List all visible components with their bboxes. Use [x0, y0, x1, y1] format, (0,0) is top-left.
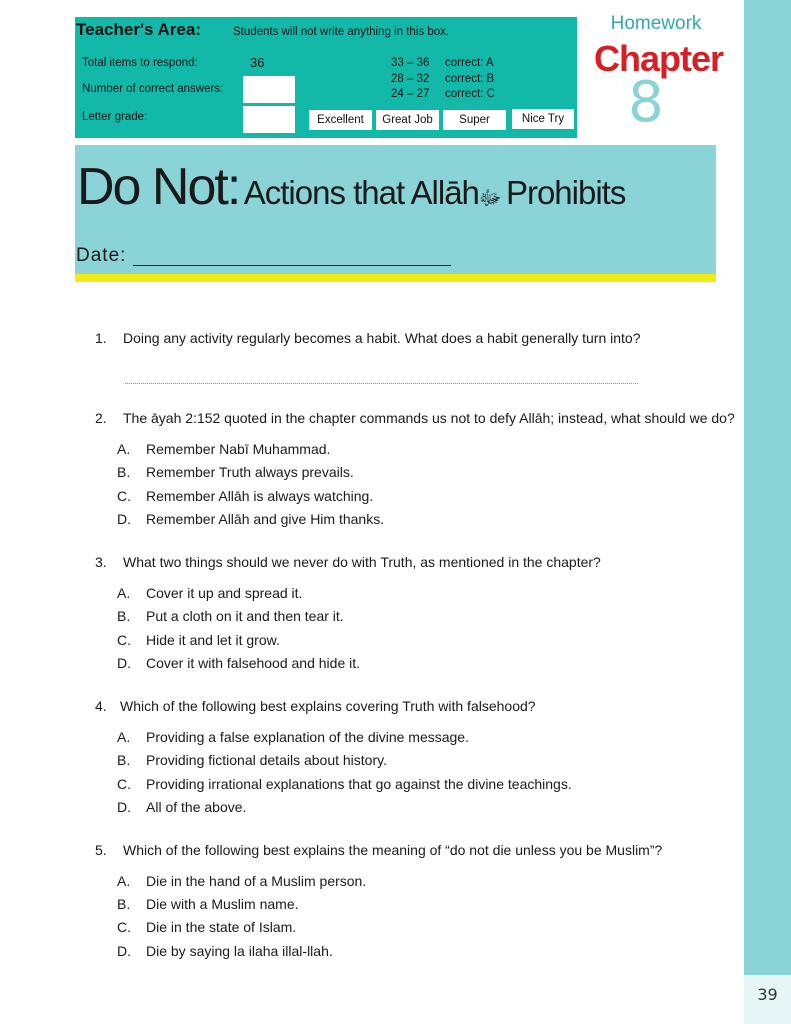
excellent-button[interactable]: Excellent: [309, 110, 372, 130]
option-letter: B.: [117, 896, 131, 912]
date-field[interactable]: [133, 265, 451, 266]
letter-grade-label: Letter grade:: [82, 111, 148, 123]
page-number: 39: [757, 985, 778, 1004]
question-text: Which of the following best explains covering Truth with falsehood?: [120, 698, 536, 714]
question-number: 5.: [95, 842, 107, 858]
question-1: [95, 330, 641, 346]
scale-range: 24 – 27: [391, 88, 430, 100]
option-5c[interactable]: [117, 919, 296, 935]
option-2c[interactable]: [117, 488, 373, 504]
option-4b[interactable]: [117, 752, 387, 768]
question-number: 4.: [95, 698, 107, 714]
option-3a[interactable]: [117, 585, 302, 601]
date-label: Date:: [76, 245, 127, 266]
title-banner: [75, 145, 716, 275]
side-stripe: [744, 0, 791, 975]
chapter-label: Chapter: [594, 38, 724, 79]
title-sub: Actions that Allāh: [243, 174, 479, 211]
homework-label: Homework: [610, 13, 702, 34]
option-text: Die by saying la ilaha illal-llah.: [146, 943, 333, 959]
chapter-number: 8: [628, 70, 664, 135]
option-letter: D.: [117, 799, 131, 815]
option-text: All of the above.: [146, 799, 247, 815]
option-text: Put a cloth on it and then tear it.: [146, 608, 344, 624]
option-5a[interactable]: [117, 873, 366, 889]
option-letter: D.: [117, 511, 131, 527]
answer-line[interactable]: [125, 383, 638, 384]
correct-answers-label: Number of correct answers:: [82, 83, 224, 95]
grade-scale: [391, 56, 495, 103]
question-5: [95, 842, 662, 858]
question-number: 1.: [95, 330, 107, 346]
grade-scale-row: [391, 87, 495, 103]
question-4: [95, 698, 536, 714]
page-number-box: [744, 975, 791, 1024]
super-button[interactable]: Super: [443, 110, 506, 130]
option-letter: A.: [117, 873, 131, 889]
scale-result: correct: B: [445, 72, 495, 85]
total-items-label: Total items to respond:: [82, 57, 198, 69]
correct-answers-field[interactable]: [243, 76, 295, 103]
question-2: [95, 410, 735, 426]
nice-try-button[interactable]: Nice Try: [512, 109, 574, 129]
option-2a[interactable]: [117, 441, 330, 457]
option-letter: C.: [117, 632, 131, 648]
teacher-area-note: Students will not write anything in this box.: [233, 26, 450, 38]
question-text: The āyah 2:152 quoted in the chapter commands us not to defy Allāh; instead, what should we do?: [123, 410, 735, 426]
option-letter: D.: [117, 943, 131, 959]
question-text: What two things should we never do with Truth, as mentioned in the chapter?: [123, 554, 601, 570]
option-text: Die in the state of Islam.: [146, 919, 297, 935]
scale-range: 28 – 32: [391, 72, 430, 85]
letter-grade-field[interactable]: [243, 106, 295, 133]
option-text: Die with a Muslim name.: [146, 896, 299, 912]
question-number: 3.: [95, 554, 107, 570]
option-text: Cover it with falsehood and hide it.: [146, 655, 361, 671]
option-5b[interactable]: [117, 896, 299, 912]
option-3c[interactable]: [117, 632, 280, 648]
grade-scale-row: [391, 56, 495, 72]
option-text: Remember Allāh and give Him thanks.: [146, 511, 385, 527]
option-3d[interactable]: [117, 655, 360, 671]
option-text: Remember Allāh is always watching.: [146, 488, 374, 504]
question-3: [95, 554, 601, 570]
option-letter: C.: [117, 919, 131, 935]
teacher-area: [75, 17, 577, 138]
option-text: Cover it up and spread it.: [146, 585, 303, 601]
option-3b[interactable]: [117, 608, 344, 624]
option-text: Providing a false explanation of the divine message.: [146, 729, 469, 745]
option-text: Remember Truth always prevails.: [146, 464, 354, 480]
option-2b[interactable]: [117, 464, 354, 480]
option-text: Providing irrational explanations that go against the divine teachings.: [146, 776, 572, 792]
page-title: [77, 157, 625, 217]
scale-result: correct: A: [445, 57, 494, 69]
honorific-icon: ﷻ: [478, 187, 502, 210]
option-text: Remember Nabī Muhammad.: [146, 441, 331, 457]
option-4d[interactable]: [117, 799, 246, 815]
teacher-area-title: Teacher's Area:: [76, 20, 201, 39]
option-letter: D.: [117, 655, 131, 671]
option-letter: C.: [117, 488, 131, 504]
grade-scale-row: [391, 72, 495, 88]
option-text: Providing fictional details about history.: [146, 752, 387, 768]
option-letter: B.: [117, 464, 131, 480]
scale-range: 33 – 36: [391, 57, 430, 69]
question-number: 2.: [95, 410, 107, 426]
option-letter: A.: [117, 441, 131, 457]
option-4a[interactable]: [117, 729, 469, 745]
option-letter: B.: [117, 608, 131, 624]
option-2d[interactable]: [117, 511, 384, 527]
option-letter: C.: [117, 776, 131, 792]
title-main: Do Not:: [77, 158, 240, 216]
option-text: Hide it and let it grow.: [146, 632, 280, 648]
option-4c[interactable]: [117, 776, 572, 792]
question-text: Doing any activity regularly becomes a habit. What does a habit generally turn into?: [123, 330, 641, 346]
total-items-value: 36: [250, 55, 265, 70]
scale-result: correct: C: [445, 88, 495, 100]
option-5d[interactable]: [117, 943, 333, 959]
title-end: Prohibits: [505, 174, 626, 211]
question-text: Which of the following best explains the meaning of “do not die unless you be Muslim”?: [123, 842, 663, 858]
option-letter: A.: [117, 729, 131, 745]
banner-underline: [75, 274, 716, 282]
option-text: Die in the hand of a Muslim person.: [146, 873, 367, 889]
option-letter: B.: [117, 752, 131, 768]
great-job-button[interactable]: Great Job: [376, 110, 439, 130]
option-letter: A.: [117, 585, 131, 601]
